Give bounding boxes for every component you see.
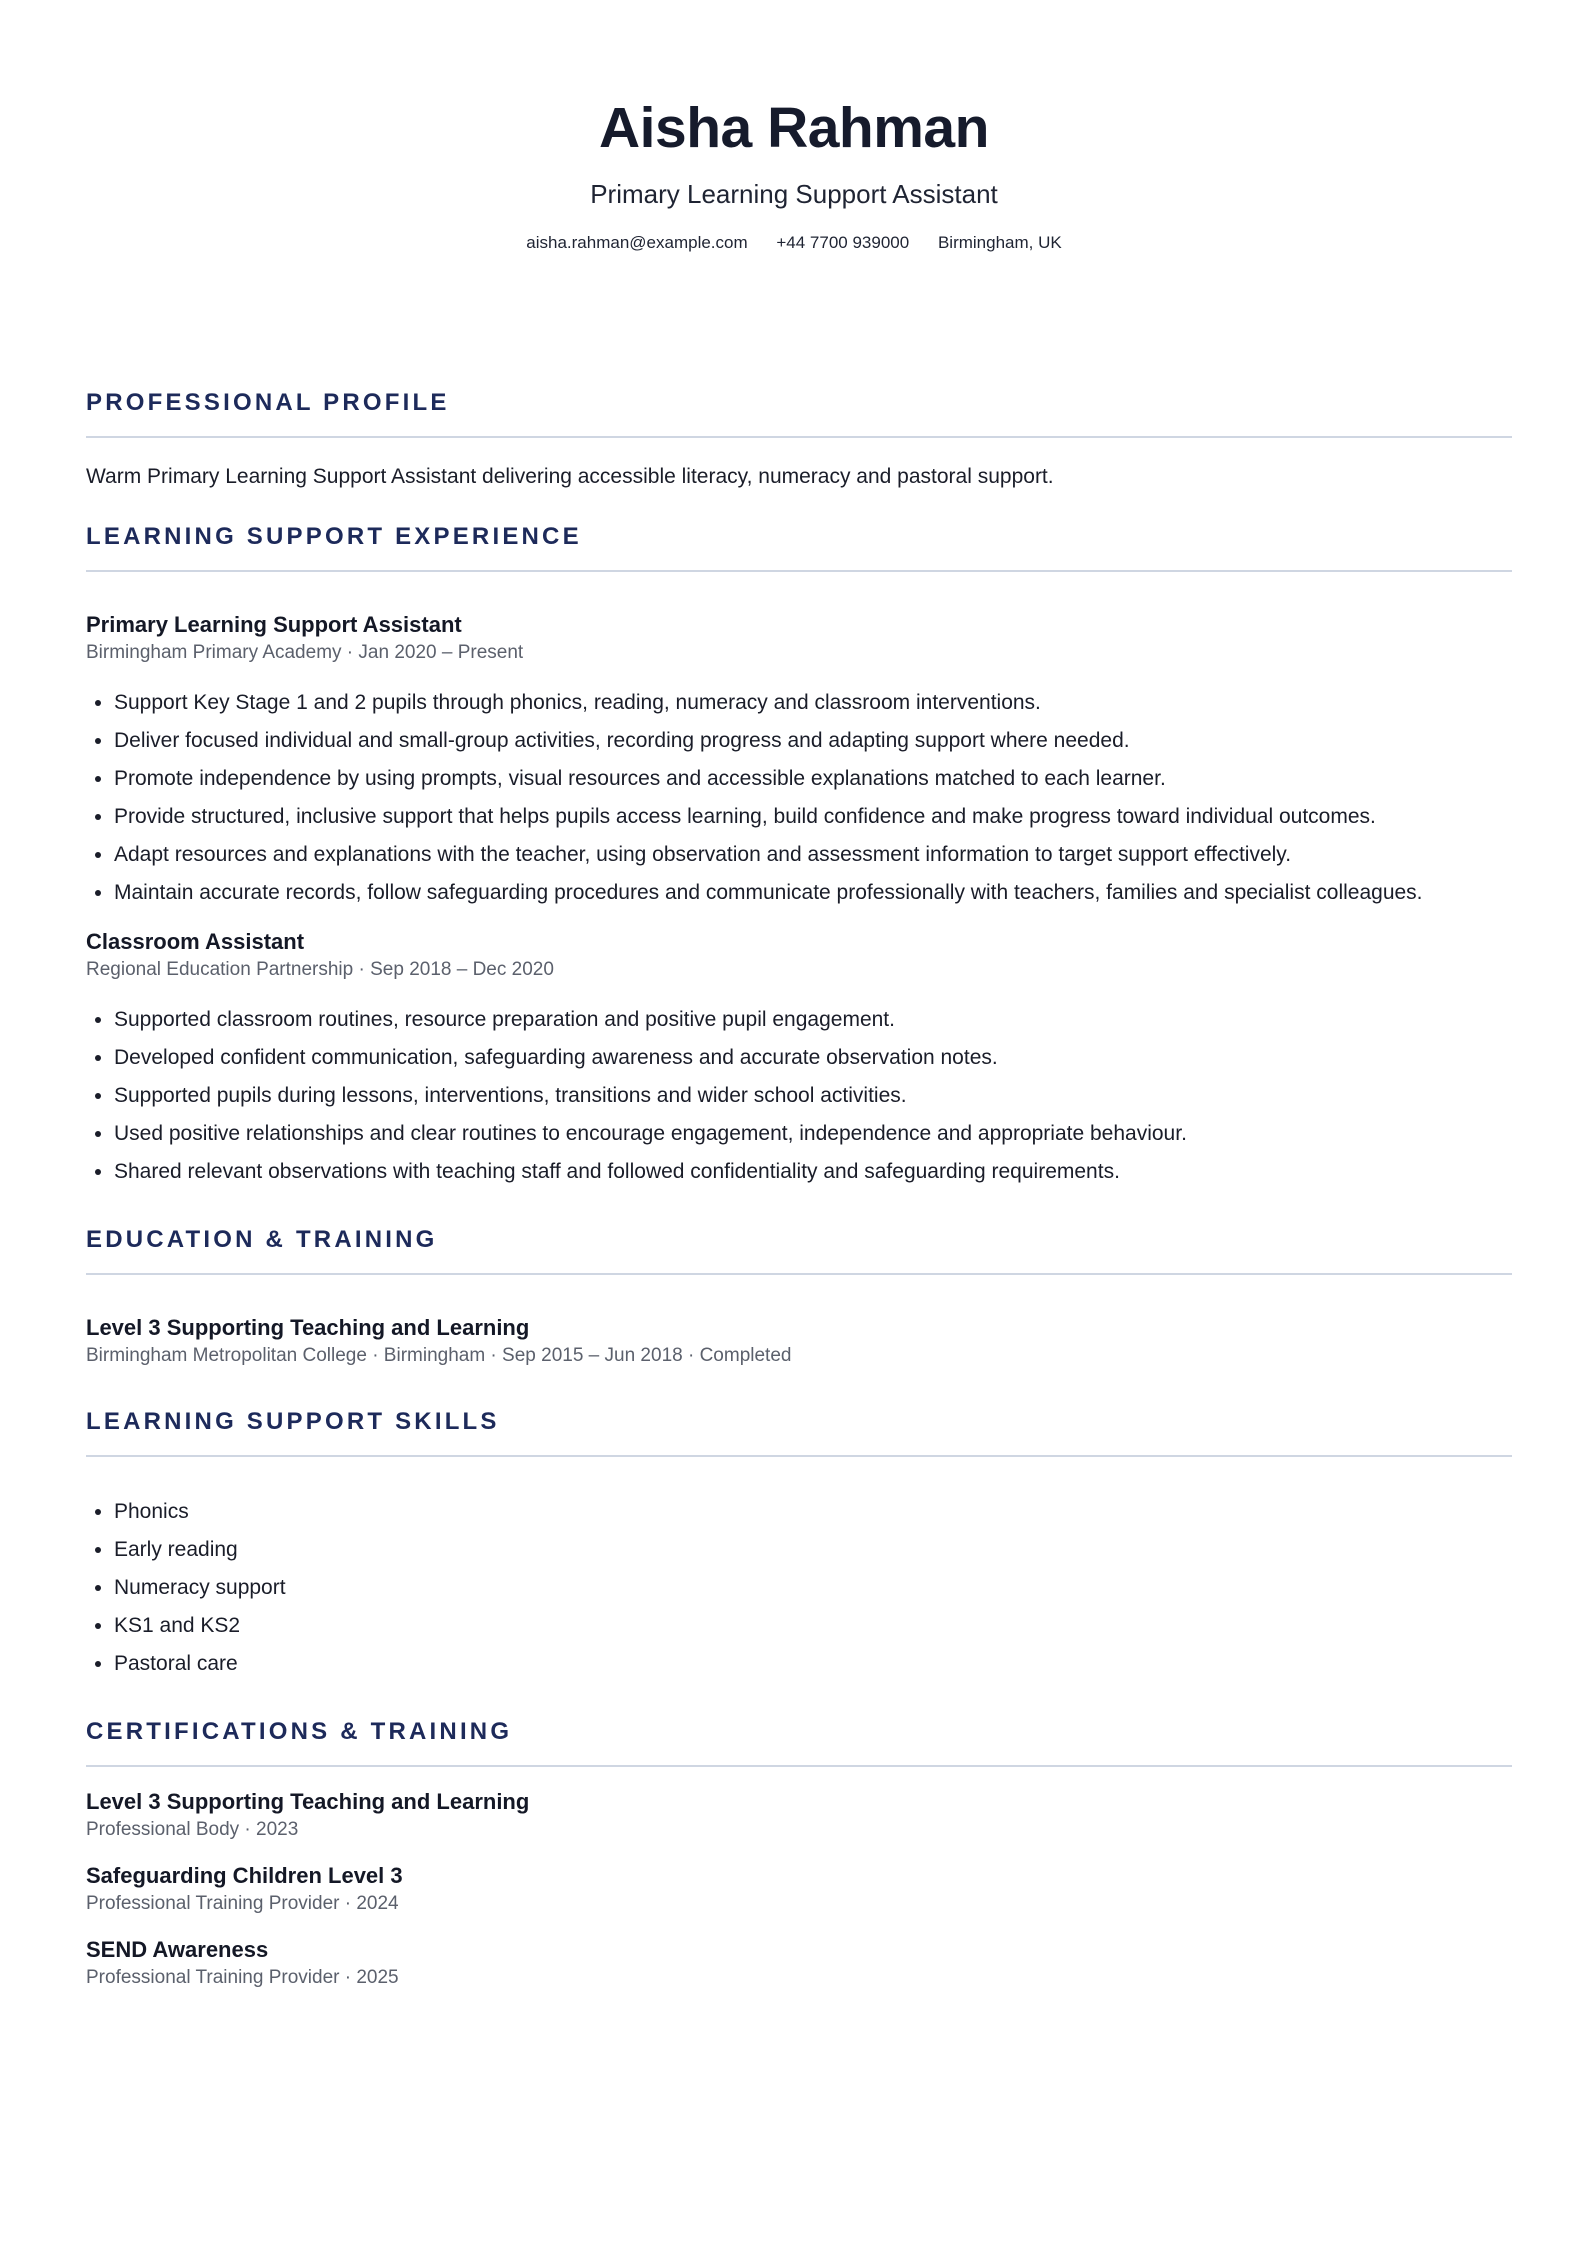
contact-location: Birmingham, UK bbox=[937, 233, 1062, 252]
section-divider bbox=[86, 436, 1512, 438]
certification-entry bbox=[86, 1935, 1512, 1991]
job-bullet: • Supported classroom routines, resource preparation and positive pupil engagement. bbox=[114, 1001, 1512, 1039]
skill-item: • KS1 and KS2 bbox=[114, 1607, 1512, 1645]
certification-meta: Professional Training Provider · 2024 bbox=[86, 1893, 399, 1914]
section-divider bbox=[86, 1765, 1512, 1767]
section-heading: LEARNING SUPPORT SKILLS bbox=[86, 1408, 500, 1435]
job-title: Classroom Assistant bbox=[86, 929, 305, 954]
certification-title: SEND Awareness bbox=[86, 1937, 269, 1962]
resume-header bbox=[0, 92, 1588, 253]
certification-entry bbox=[86, 1861, 1512, 1917]
contact-email: aisha.rahman@example.com bbox=[526, 233, 748, 252]
job-bullet: • Provide structured, inclusive support that helps pupils access learning, build confidence and make progress toward individual outcomes. bbox=[114, 798, 1512, 836]
section-divider bbox=[86, 1455, 1512, 1457]
skills-list bbox=[86, 1493, 1512, 1683]
job-bullet: • Maintain accurate records, follow safeguarding procedures and communicate professionally with teachers, families and specialist colleagues. bbox=[114, 874, 1512, 912]
resume-body bbox=[86, 388, 1512, 1991]
candidate-name: Aisha Rahman bbox=[599, 96, 989, 160]
skills-section bbox=[86, 1407, 1512, 1683]
section-divider bbox=[86, 570, 1512, 572]
job-bullet: • Promote independence by using prompts, visual resources and accessible explanations matched to each learner. bbox=[114, 760, 1512, 798]
skill-item: • Pastoral care bbox=[114, 1645, 1512, 1683]
job-bullet: • Supported pupils during lessons, interventions, transitions and wider school activities. bbox=[114, 1077, 1512, 1115]
contact-line bbox=[0, 233, 1588, 253]
profile-summary: Warm Primary Learning Support Assistant delivering accessible literacy, numeracy and pastoral support. bbox=[86, 465, 1054, 488]
certification-meta: Professional Training Provider · 2025 bbox=[86, 1967, 399, 1988]
section-heading: CERTIFICATIONS & TRAINING bbox=[86, 1718, 513, 1745]
job-meta: Birmingham Primary Academy · Jan 2020 – Present bbox=[86, 642, 524, 663]
job-meta: Regional Education Partnership · Sep 2018 – Dec 2020 bbox=[86, 959, 554, 980]
profile-section bbox=[86, 388, 1512, 492]
skill-item: • Phonics bbox=[114, 1493, 1512, 1531]
job-bullet: • Support Key Stage 1 and 2 pupils through phonics, reading, numeracy and classroom interventions. bbox=[114, 684, 1512, 722]
job-bullet: • Deliver focused individual and small-group activities, recording progress and adapting support where needed. bbox=[114, 722, 1512, 760]
section-heading: EDUCATION & TRAINING bbox=[86, 1226, 438, 1253]
job-bullet: • Shared relevant observations with teaching staff and followed confidentiality and safeguarding requirements. bbox=[114, 1153, 1512, 1191]
education-meta: Birmingham Metropolitan College · Birmingham · Sep 2015 – Jun 2018 · Completed bbox=[86, 1345, 792, 1366]
education-section bbox=[86, 1225, 1512, 1369]
job-bullets bbox=[86, 1001, 1512, 1191]
job-title: Primary Learning Support Assistant bbox=[86, 612, 462, 637]
contact-phone: +44 7700 939000 bbox=[776, 233, 910, 252]
candidate-title: Primary Learning Support Assistant bbox=[590, 179, 998, 209]
job-entry bbox=[86, 610, 1512, 912]
section-heading: PROFESSIONAL PROFILE bbox=[86, 389, 450, 416]
section-divider bbox=[86, 1273, 1512, 1275]
job-entry bbox=[86, 927, 1512, 1191]
job-bullet: • Used positive relationships and clear routines to encourage engagement, independence and appropriate behaviour. bbox=[114, 1115, 1512, 1153]
job-bullet: • Developed confident communication, safeguarding awareness and accurate observation notes. bbox=[114, 1039, 1512, 1077]
skill-item: • Early reading bbox=[114, 1531, 1512, 1569]
experience-section bbox=[86, 522, 1512, 1191]
job-bullet: • Adapt resources and explanations with the teacher, using observation and assessment information to target support effectively. bbox=[114, 836, 1512, 874]
job-bullets bbox=[86, 684, 1512, 912]
skill-item: • Numeracy support bbox=[114, 1569, 1512, 1607]
certifications-section bbox=[86, 1717, 1512, 1991]
education-title: Level 3 Supporting Teaching and Learning bbox=[86, 1315, 530, 1340]
certification-entry bbox=[86, 1787, 1512, 1843]
certification-title: Level 3 Supporting Teaching and Learning bbox=[86, 1789, 530, 1814]
section-heading: LEARNING SUPPORT EXPERIENCE bbox=[86, 523, 582, 550]
certification-title: Safeguarding Children Level 3 bbox=[86, 1863, 403, 1888]
certification-meta: Professional Body · 2023 bbox=[86, 1819, 299, 1840]
